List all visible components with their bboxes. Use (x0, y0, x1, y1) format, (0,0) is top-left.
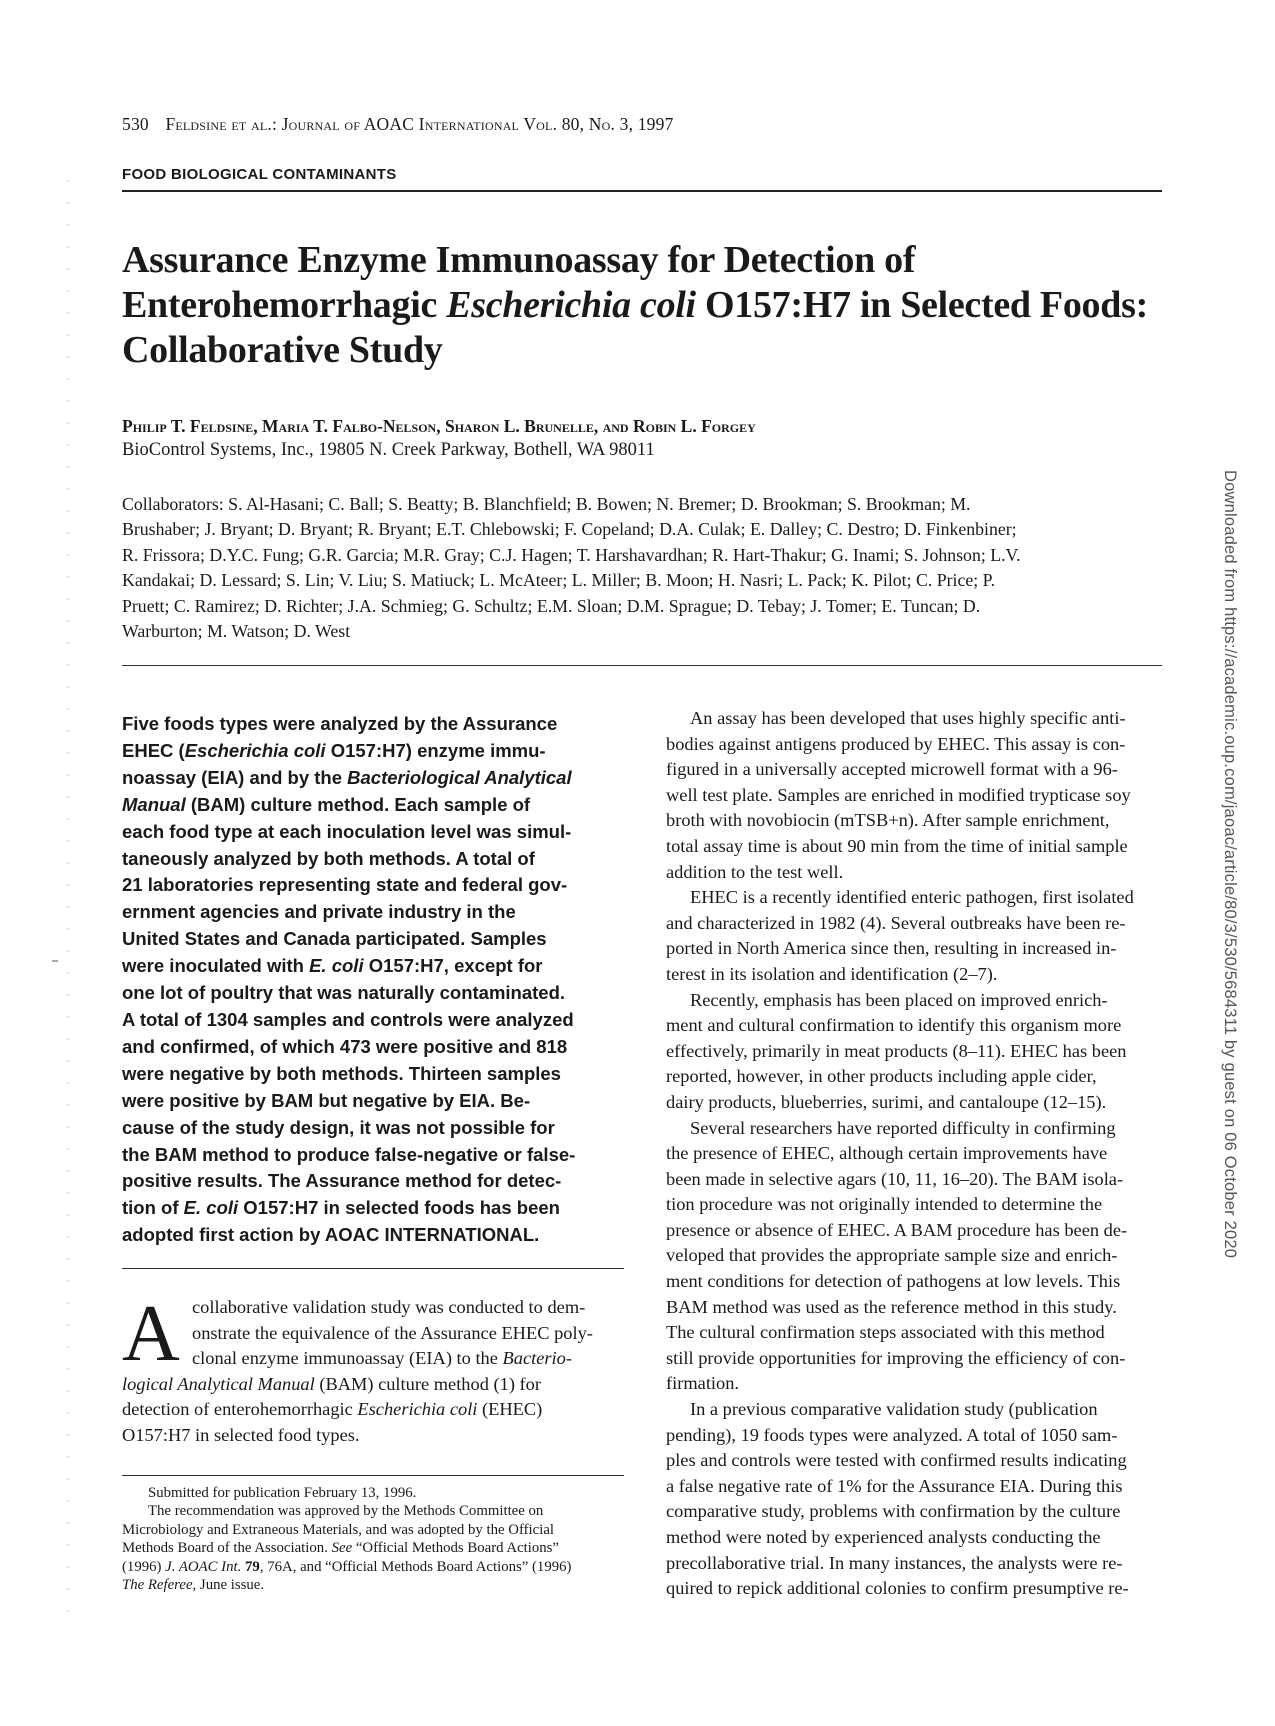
collaborators-line: Collaborators: S. Al-Hasani; C. Ball; S. Beatty; B. Blanchfield; B. Bowen; N. Bremer; D. Brookman; S. Brookman; M. (122, 494, 971, 514)
download-watermark (1220, 470, 1240, 1259)
body-line: BAM method was used as the reference method in this study. (666, 1296, 1117, 1317)
body-line: broth with novobiocin (mTSB+n). After sample enrichment, (666, 810, 1110, 831)
collaborators-line: Pruett; C. Ramirez; D. Richter; J.A. Schmieg; G. Schultz; E.M. Sloan; D.M. Sprague; D. Tebay; J. Tomer; E. Tuncan; D. (122, 595, 981, 616)
footnote-line: Submitted for publication February 13, 1996. (148, 1485, 417, 1501)
body-line: dairy products, blueberries, surimi, and cantaloupe (12–15). (666, 1091, 1107, 1112)
body-line: precollaborative trial. In many instances, the analysts were re- (666, 1552, 1123, 1573)
title-line-2: Enterohemorrhagic Escherichia coli O157:H7 in Selected Foods: (122, 284, 1148, 326)
collaborators (122, 492, 1172, 644)
abstract-line: Manual (BAM) culture method. Each sample of (122, 793, 531, 815)
body-line: a false negative rate of 1% for the Assurance EIA. During this (666, 1475, 1123, 1496)
footnote-divider (122, 1475, 624, 1476)
footnote-line: (1996) J. AOAC Int. 79, 76A, and “Official Methods Board Actions” (1996) (122, 1558, 572, 1575)
abstract-line: noassay (EIA) and by the Bacteriological Analytical (122, 766, 572, 788)
intro-line: detection of enterohemorrhagic Escherichia coli (EHEC) (122, 1399, 543, 1420)
intro-line: collaborative validation study was conducted to dem- (192, 1297, 586, 1317)
body-line: reported, however, in other products including apple cider, (666, 1066, 1097, 1087)
body-line: firmation. (666, 1373, 740, 1394)
abstract-line: the BAM method to produce false-negative or false- (122, 1143, 576, 1165)
body-line: total assay time is about 90 min from the time of initial sample (666, 835, 1128, 856)
body-line: ported in North America since then, resulting in increased in- (666, 938, 1117, 959)
abstract-line: Five foods types were analyzed by the Assurance (122, 713, 558, 734)
abstract-line: one lot of poultry that was naturally contaminated. (122, 982, 566, 1004)
abstract-line: positive results. The Assurance method for detec- (122, 1170, 562, 1192)
abstract-line: tion of E. coli O157:H7 in selected foods has been (122, 1197, 560, 1219)
running-head-text: Feldsine et al.: Journal of AOAC International Vol. 80, No. 3, 1997 (165, 114, 674, 134)
body-line: ples and controls were tested with confirmed results indicating (666, 1450, 1127, 1471)
section-rule (122, 190, 1162, 192)
body-line: ment conditions for detection of pathogens at low levels. This (666, 1271, 1121, 1292)
drop-cap: A (122, 1290, 180, 1378)
intro-line: logical Analytical Manual (BAM) culture method (1) for (122, 1373, 541, 1394)
body-line: bodies against antigens produced by EHEC. This assay is con- (666, 733, 1126, 754)
affiliation: BioControl Systems, Inc., 19805 N. Creek Parkway, Bothell, WA 98011 (122, 440, 655, 460)
body-line: The cultural confirmation steps associated with this method (666, 1322, 1105, 1343)
body-line: An assay has been developed that uses highly specific anti- (690, 708, 1126, 728)
section-label: FOOD BIOLOGICAL CONTAMINANTS (122, 166, 397, 183)
intro-line: onstrate the equivalence of the Assurance EHEC poly- (192, 1322, 593, 1343)
body-line: comparative study, problems with confirmation by the culture (666, 1501, 1121, 1522)
body-line: and characterized in 1982 (4). Several outbreaks have been re- (666, 912, 1126, 933)
body-text-right-column (666, 706, 1166, 1602)
body-line: well test plate. Samples are enriched in modified trypticase soy (666, 784, 1131, 805)
author-list: Philip T. Feldsine, Maria T. Falbo-Nelson, Sharon L. Brunelle, and Robin L. Forgey (122, 416, 756, 436)
body-line: Recently, emphasis has been placed on improved enrich- (690, 989, 1108, 1010)
body-line: figured in a universally accepted microwell format with a 96- (666, 759, 1118, 780)
body-line: ment and cultural confirmation to identify this organism more (666, 1015, 1122, 1036)
body-line: pending), 19 foods types were analyzed. A total of 1050 sam- (666, 1424, 1118, 1445)
abstract-line: adopted first action by AOAC INTERNATIONAL. (122, 1224, 540, 1246)
abstract-line: and confirmed, of which 473 were positive and 818 (122, 1035, 568, 1057)
body-line: still provide opportunities for improving the efficiency of con- (666, 1347, 1126, 1368)
collaborators-line: Brushaber; J. Bryant; D. Bryant; R. Bryant; E.T. Chlebowski; F. Copeland; D.A. Culak; E. Dalley; C. Destro; D. Finkenbiner; (122, 519, 1017, 540)
header-divider (122, 665, 1162, 666)
intro-line: clonal enzyme immunoassay (EIA) to the Bacterio- (192, 1348, 572, 1369)
abstract-line: were negative by both methods. Thirteen samples (122, 1062, 561, 1084)
body-line: presence or absence of EHEC. A BAM procedure has been de- (666, 1219, 1128, 1240)
introduction-paragraph (122, 1290, 624, 1449)
running-head (122, 114, 674, 135)
article-title (122, 238, 1162, 373)
body-line: the presence of EHEC, although certain improvements have (666, 1143, 1108, 1164)
abstract-line: United States and Canada participated. Samples (122, 928, 547, 950)
body-line: EHEC is a recently identified enteric pathogen, first isolated (690, 887, 1134, 908)
abstract-line: taneously analyzed by both methods. A total of (122, 847, 535, 869)
abstract-line: 21 laboratories representing state and federal gov- (122, 874, 568, 896)
abstract (122, 711, 632, 1249)
collaborators-line: R. Frissora; D.Y.C. Fung; G.R. Garcia; M.R. Gray; C.J. Hagen; T. Harshavardhan; R. Hart-Thakur; G. Inami; S. Johnson; L.V. (122, 544, 1021, 565)
scan-edge-artifact (66, 180, 70, 1630)
abstract-line: ernment agencies and private industry in the (122, 901, 516, 923)
footnote-line: The recommendation was approved by the Methods Committee on (148, 1503, 544, 1520)
intro-line: O157:H7 in selected food types. (122, 1424, 360, 1445)
footnote-line: Methods Board of the Association. See “Official Methods Board Actions” (122, 1540, 559, 1557)
abstract-line: were positive by BAM but negative by EIA. Be- (122, 1089, 531, 1111)
title-line-1: Assurance Enzyme Immunoassay for Detection of (122, 239, 916, 281)
body-line: tion procedure was not originally intended to determine the (666, 1194, 1103, 1215)
collaborators-line: Warburton; M. Watson; D. West (122, 621, 351, 642)
body-line: quired to repick additional colonies to confirm presumptive re- (666, 1578, 1129, 1599)
download-watermark-text: Downloaded from https://academic.oup.com/jaoac/article/80/3/530/5684311 by guest on 06 October 2020 (1221, 470, 1239, 1259)
body-line: been made in selective agars (10, 11, 16–20). The BAM isola- (666, 1168, 1124, 1189)
collaborators-line: Kandakai; D. Lessard; S. Lin; V. Liu; S. Matiuck; L. McAteer; L. Miller; B. Moon; H. Nasri; L. Pack; K. Pilot; C. Price; P. (122, 570, 996, 591)
abstract-line: each food type at each inoculation level was simul- (122, 820, 572, 842)
body-line: In a previous comparative validation study (publication (690, 1399, 1098, 1420)
scan-dot-artifact (52, 960, 58, 962)
footnotes (122, 1484, 624, 1594)
abstract-line: cause of the study design, it was not possible for (122, 1116, 555, 1138)
abstract-line: EHEC (Escherichia coli O157:H7) enzyme immu- (122, 739, 546, 761)
footnote-line: Microbiology and Extraneous Materials, and was adopted by the Official (122, 1521, 555, 1538)
body-line: method were noted by experienced analysts conducting the (666, 1527, 1101, 1547)
abstract-line: were inoculated with E. coli O157:H7, except for (122, 955, 543, 977)
title-line-3: Collaborative Study (122, 329, 443, 371)
body-line: Several researchers have reported difficulty in confirming (690, 1117, 1116, 1138)
body-line: veloped that provides the appropriate sample size and enrich- (666, 1245, 1118, 1266)
footnote-line: The Referee, June issue. (122, 1577, 265, 1594)
page-number: 530 (122, 114, 149, 134)
abstract-line: A total of 1304 samples and controls were analyzed (122, 1008, 574, 1030)
body-line: addition to the test well. (666, 861, 844, 882)
body-line: effectively, primarily in meat products (8–11). EHEC has been (666, 1040, 1127, 1061)
body-line: terest in its isolation and identification (2–7). (666, 963, 998, 984)
abstract-divider (122, 1268, 624, 1269)
